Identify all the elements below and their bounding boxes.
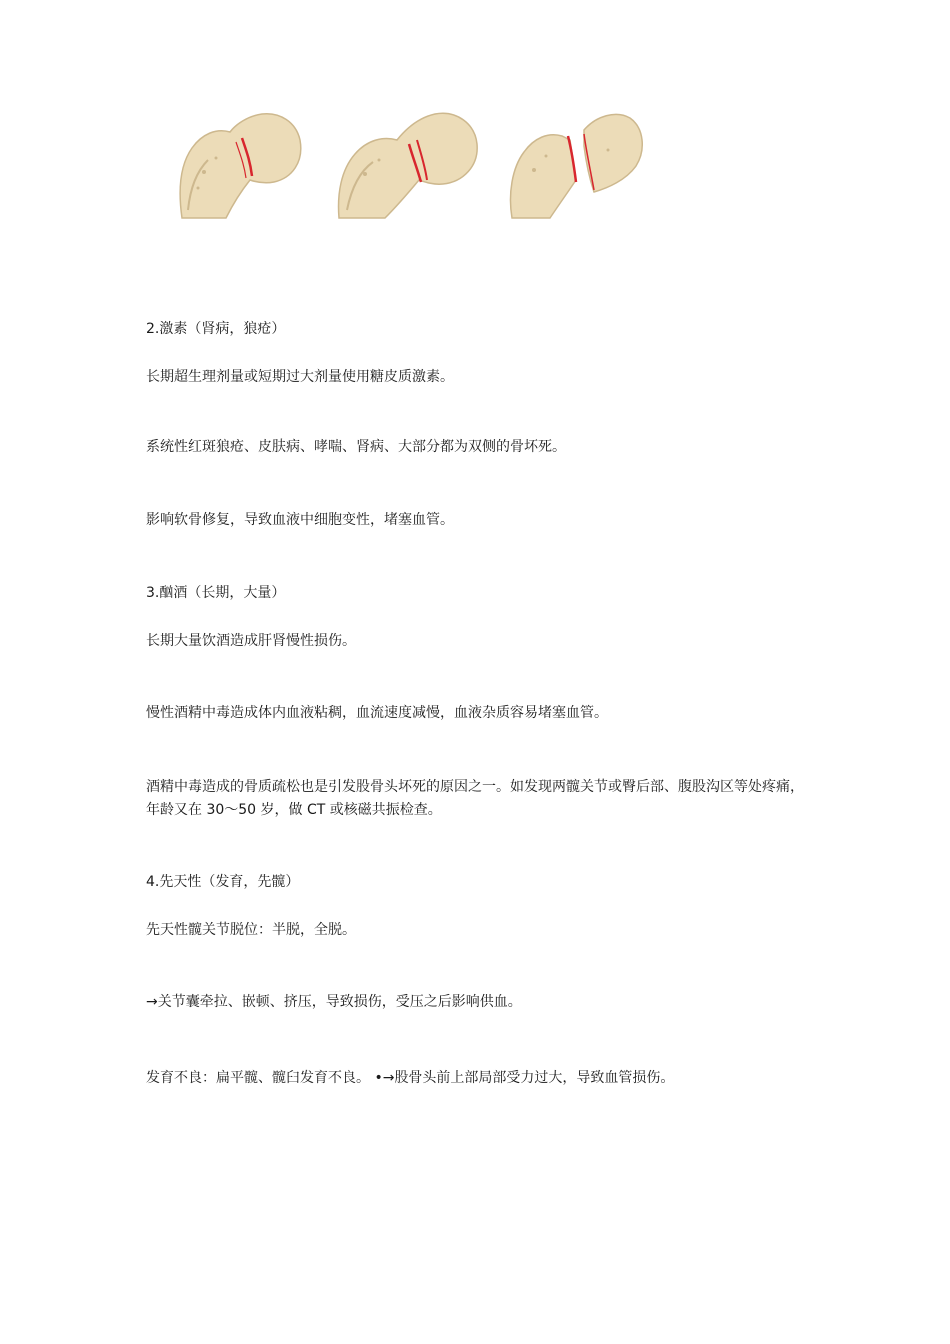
section-heading-congenital: 4.先天性（发育，先髋） bbox=[146, 874, 300, 890]
paragraph: 长期大量饮酒造成肝肾慢性损伤。 bbox=[146, 633, 356, 649]
section-heading-alcohol: 3.酗酒（长期，大量） bbox=[146, 585, 286, 601]
paragraph: 先天性髋关节脱位：半脱，全脱。 bbox=[146, 922, 356, 938]
femur-neck-fracture-illustration-3 bbox=[508, 110, 648, 220]
paragraph: 影响软骨修复，导致血液中细胞变性，堵塞血管。 bbox=[146, 512, 454, 528]
femur-neck-fracture-illustration-1 bbox=[170, 110, 305, 220]
paragraph: 发育不良：扁平髋、髋臼发育不良。 •→股骨头前上部局部受力过大，导致血管损伤。 bbox=[146, 1070, 675, 1086]
paragraph: 长期超生理剂量或短期过大剂量使用糖皮质激素。 bbox=[146, 369, 454, 385]
paragraph: 系统性红斑狼疮、皮肤病、哮喘、肾病、大部分都为双侧的骨坏死。 bbox=[146, 439, 566, 455]
paragraph: →关节囊牵拉、嵌顿、挤压，导致损伤，受压之后影响供血。 bbox=[146, 994, 522, 1010]
paragraph: 慢性酒精中毒造成体内血液粘稠，血流速度减慢，血液杂质容易堵塞血管。 bbox=[146, 705, 608, 721]
section-heading-steroids: 2.激素（肾病，狼疮） bbox=[146, 321, 286, 337]
femur-fracture-figure bbox=[170, 110, 650, 225]
femur-neck-fracture-illustration-2 bbox=[335, 110, 480, 220]
paragraph: 酒精中毒造成的骨质疏松也是引发股骨头坏死的原因之一。如发现两髋关节或臀后部、腹股沟区等处疼痛，年龄又在 30～50 岁，做 CT 或核磁共振检查。 bbox=[146, 779, 804, 818]
